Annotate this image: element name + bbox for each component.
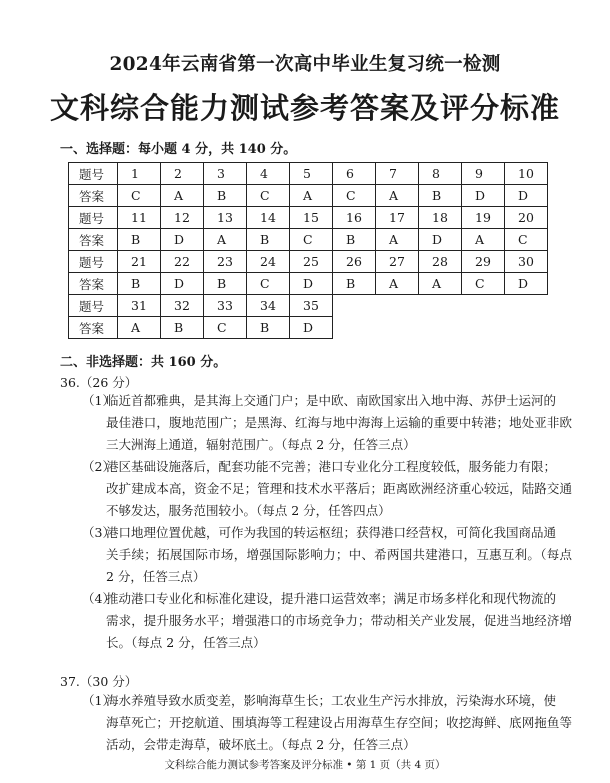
- question-number-cell: 20: [505, 207, 548, 229]
- answer-label-cell: 答案: [69, 185, 118, 207]
- answer-label-cell: 答案: [69, 273, 118, 295]
- empty-cell: [505, 317, 548, 339]
- question-number-cell: 30: [505, 251, 548, 273]
- question-number-cell: 7: [376, 163, 419, 185]
- question-row: [69, 207, 548, 229]
- question-number-cell: 23: [204, 251, 247, 273]
- answer-row: [69, 229, 548, 251]
- question-number-cell: 18: [419, 207, 462, 229]
- answer-cell: B: [333, 229, 376, 251]
- question-row: [69, 295, 548, 317]
- question-number-cell: 27: [376, 251, 419, 273]
- question-label-cell: 题号: [69, 251, 118, 273]
- question-number-cell: 14: [247, 207, 290, 229]
- question-number-cell: 6: [333, 163, 376, 185]
- answer-row: [69, 317, 548, 339]
- answer-cell: B: [118, 229, 161, 251]
- answer-row: [69, 185, 548, 207]
- answer-cell: D: [290, 273, 333, 295]
- question-number-cell: 33: [204, 295, 247, 317]
- empty-cell: [505, 295, 548, 317]
- question-number-cell: 13: [204, 207, 247, 229]
- item-number: （1）: [82, 693, 115, 708]
- answer-table: [68, 162, 548, 339]
- question-36-item-3: [82, 522, 572, 588]
- question-number-cell: 3: [204, 163, 247, 185]
- question-number-cell: 12: [161, 207, 204, 229]
- answer-cell: A: [419, 273, 462, 295]
- question-36-item-1: [82, 390, 572, 456]
- answer-cell: D: [505, 185, 548, 207]
- question-number-cell: 5: [290, 163, 333, 185]
- question-number-cell: 2: [161, 163, 204, 185]
- item-number: （2）: [82, 459, 115, 474]
- question-number-cell: 26: [333, 251, 376, 273]
- question-number-cell: 10: [505, 163, 548, 185]
- answer-cell: D: [161, 273, 204, 295]
- question-number-cell: 19: [462, 207, 505, 229]
- question-number-cell: 4: [247, 163, 290, 185]
- item-text-first: 临近首都雅典，是其海上交通门户；是中欧、南欧国家出入地中海、苏伊士运河的: [106, 393, 557, 408]
- answer-cell: D: [161, 229, 204, 251]
- item-number: （1）: [82, 393, 115, 408]
- question-number-cell: 21: [118, 251, 161, 273]
- empty-cell: [376, 295, 419, 317]
- answer-cell: D: [419, 229, 462, 251]
- question-36-header: 36.（26 分）: [60, 375, 138, 390]
- answer-cell: C: [462, 273, 505, 295]
- empty-cell: [333, 317, 376, 339]
- answer-cell: A: [204, 229, 247, 251]
- answer-cell: B: [118, 273, 161, 295]
- answer-cell: C: [333, 185, 376, 207]
- answer-cell: A: [376, 229, 419, 251]
- question-36-item-4: [82, 588, 572, 654]
- item-text-rest: 关手续；拓展国际市场，增强国际影响力；中、希两国共建港口，互惠互利。（每点 2 分，任答三点）: [106, 547, 572, 584]
- answer-cell: C: [247, 185, 290, 207]
- answer-cell: B: [247, 229, 290, 251]
- question-row: [69, 163, 548, 185]
- answer-label-cell: 答案: [69, 317, 118, 339]
- question-37-header: 37.（30 分）: [60, 674, 138, 689]
- question-number-cell: 1: [118, 163, 161, 185]
- question-number-cell: 9: [462, 163, 505, 185]
- item-text-first: 海水养殖导致水质变差，影响海草生长；工农业生产污水排放，污染海水环境，使: [106, 693, 557, 708]
- answer-cell: C: [505, 229, 548, 251]
- answer-cell: C: [247, 273, 290, 295]
- question-number-cell: 8: [419, 163, 462, 185]
- answer-cell: A: [118, 317, 161, 339]
- page-footer: 文科综合能力测试参考答案及评分标准 • 第 1 页（共 4 页）: [164, 759, 446, 771]
- answer-row: [69, 273, 548, 295]
- question-number-cell: 31: [118, 295, 161, 317]
- section-heading-non-choice: 二、非选择题：共 160 分。: [60, 355, 227, 370]
- document-title: 文科综合能力测试参考答案及评分标准: [49, 91, 560, 125]
- empty-cell: [333, 295, 376, 317]
- answer-cell: D: [462, 185, 505, 207]
- item-number: （3）: [82, 525, 115, 540]
- answer-cell: C: [290, 229, 333, 251]
- answer-cell: D: [290, 317, 333, 339]
- section-heading-choice: 一、选择题：每小题 4 分，共 140 分。: [60, 142, 297, 157]
- question-number-cell: 11: [118, 207, 161, 229]
- item-text-first: 港区基础设施落后，配套功能不完善；港口专业化分工程度较低，服务能力有限；: [106, 459, 557, 474]
- item-text-rest: 最佳港口，腹地范围广；是黑海、红海与地中海海上运输的重要中转港；地处亚非欧三大洲海上通道，辐射范围广。（每点 2 分，任答三点）: [106, 415, 572, 452]
- question-37-item-1: [82, 690, 572, 756]
- answer-cell: A: [290, 185, 333, 207]
- answer-label-cell: 答案: [69, 229, 118, 251]
- question-label-cell: 题号: [69, 207, 118, 229]
- answer-cell: B: [161, 317, 204, 339]
- question-36-item-2: [82, 456, 572, 522]
- answer-cell: B: [247, 317, 290, 339]
- question-number-cell: 29: [462, 251, 505, 273]
- answer-cell: A: [161, 185, 204, 207]
- question-number-cell: 35: [290, 295, 333, 317]
- empty-cell: [462, 317, 505, 339]
- question-number-cell: 17: [376, 207, 419, 229]
- answer-cell: D: [505, 273, 548, 295]
- question-number-cell: 32: [161, 295, 204, 317]
- answer-cell: A: [462, 229, 505, 251]
- question-number-cell: 24: [247, 251, 290, 273]
- item-text-first: 推动港口专业化和标准化建设，提升港口运营效率；满足市场多样化和现代物流的: [106, 591, 557, 606]
- item-text-first: 港口地理位置优越，可作为我国的转运枢纽；获得港口经营权，可简化我国商品通: [106, 525, 557, 540]
- question-number-cell: 22: [161, 251, 204, 273]
- answer-cell: B: [333, 273, 376, 295]
- item-text-rest: 需求，提升服务水平；增强港口的市场竞争力；带动相关产业发展，促进当地经济增长。（每点 2 分，任答三点）: [106, 613, 572, 650]
- answer-cell: A: [376, 185, 419, 207]
- empty-cell: [419, 295, 462, 317]
- question-number-cell: 25: [290, 251, 333, 273]
- item-text-rest: 海草死亡；开挖航道、围填海等工程建设占用海草生存空间；收挖海鲜、底网拖鱼等活动，会带走海草，破坏底土。（每点 2 分，任答三点）: [106, 715, 572, 752]
- exam-title: 2024年云南省第一次高中毕业生复习统一检测: [109, 54, 501, 75]
- question-number-cell: 15: [290, 207, 333, 229]
- question-number-cell: 34: [247, 295, 290, 317]
- question-label-cell: 题号: [69, 295, 118, 317]
- empty-cell: [419, 317, 462, 339]
- question-number-cell: 16: [333, 207, 376, 229]
- answer-cell: B: [419, 185, 462, 207]
- item-number: （4）: [82, 591, 115, 606]
- question-label-cell: 题号: [69, 163, 118, 185]
- answer-cell: C: [204, 317, 247, 339]
- empty-cell: [376, 317, 419, 339]
- question-row: [69, 251, 548, 273]
- item-text-rest: 改扩建成本高，资金不足；管理和技术水平落后；距离欧洲经济重心较远，陆路交通不够发达，服务范围较小。（每点 2 分，任答四点）: [106, 481, 572, 518]
- empty-cell: [462, 295, 505, 317]
- answer-cell: B: [204, 185, 247, 207]
- answer-cell: B: [204, 273, 247, 295]
- answer-cell: C: [118, 185, 161, 207]
- answer-cell: A: [376, 273, 419, 295]
- question-number-cell: 28: [419, 251, 462, 273]
